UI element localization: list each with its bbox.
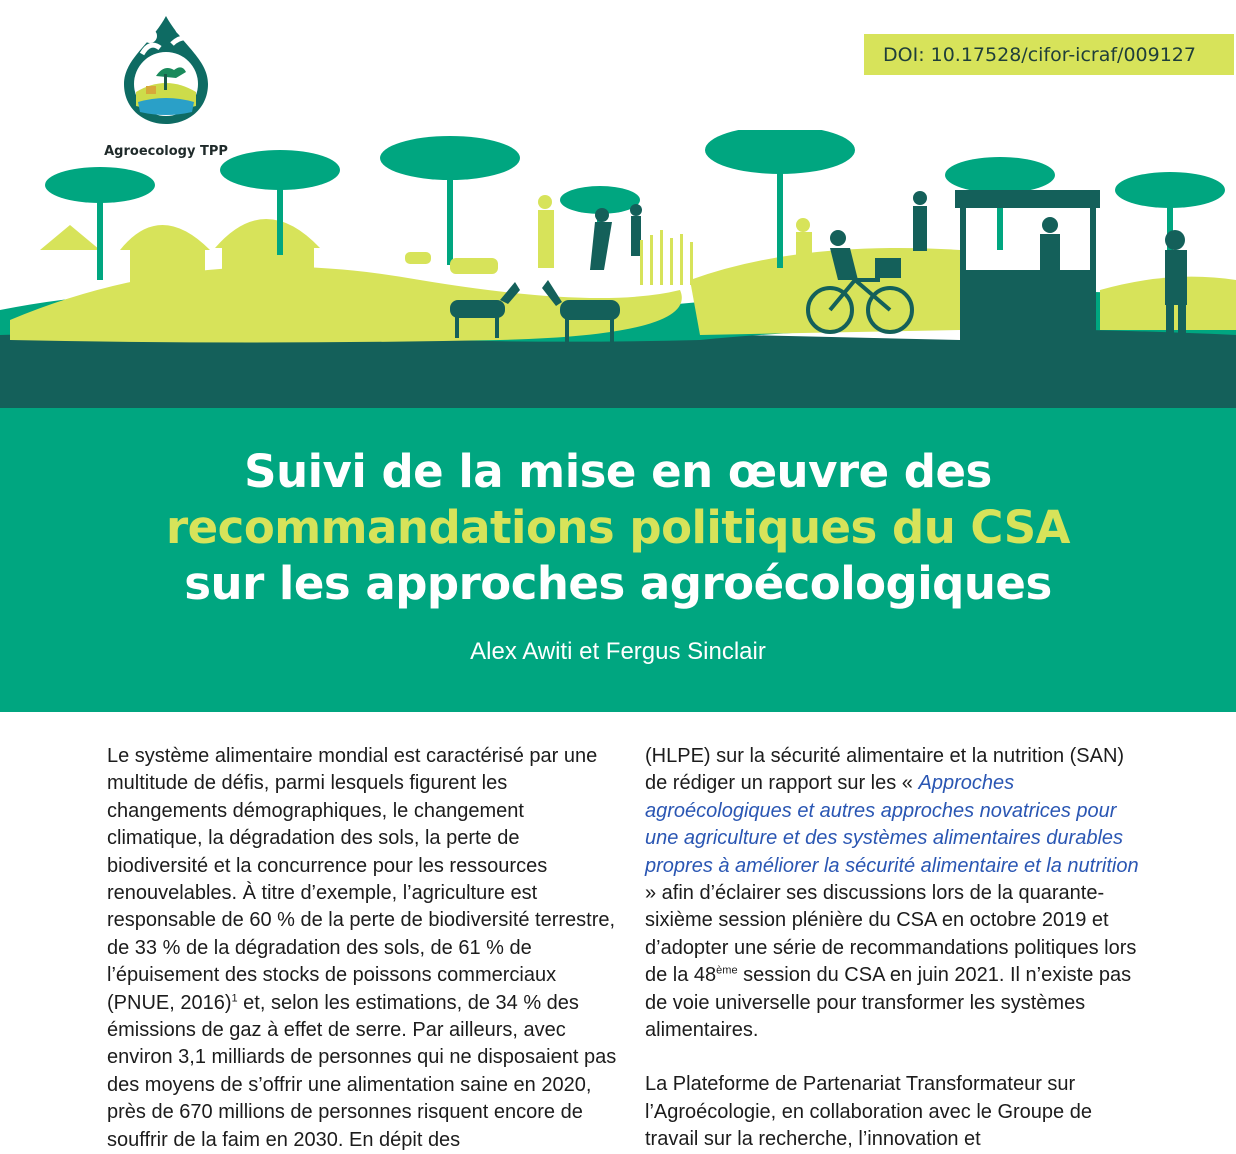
paragraph (645, 743, 1145, 1044)
body-column-left (107, 743, 617, 1154)
agroecology-landscape-illustration (0, 130, 1236, 410)
title-banner (0, 408, 1236, 712)
title-line-1: Suivi de la mise en œuvre des (244, 445, 992, 498)
body-column-right (645, 743, 1145, 1154)
superscript: ème (716, 964, 738, 977)
paragraph (107, 743, 617, 1154)
logo-label: Agroecology TPP (104, 144, 228, 159)
title-line-3: sur les approches agroécologiques (184, 557, 1052, 610)
doi-badge: DOI: 10.17528/cifor-icraf/009127 (864, 34, 1234, 75)
report-title-quote: Approches agroécologiques et autres approches novatrices pour une agriculture et des systèmes alimentaires durables propres à améliorer la sécurité alimentaire et la nutrition (645, 772, 1139, 877)
paragraph-text: (HLPE) sur la sécurité alimentaire et la nutrition (SAN) de rédiger un rapport sur les « (645, 745, 1125, 795)
paragraph-text: et, selon les estimations, de 34 % des émissions de gaz à effet de serre. Par ailleurs, avec environ 3,1 milliards de personnes qui ne disposaient pas des moyens de s’offrir une alimentation saine en 2020, près de 670 millions de personnes risquent encore de souffrir de la faim en 2030. En dépit des (107, 991, 617, 1151)
title-line-2: recommandations politiques du CSA (165, 501, 1071, 554)
logo-drop-icon (116, 14, 216, 126)
footnote-marker[interactable]: 1 (231, 992, 238, 1004)
authors: Alex Awiti et Fergus Sinclair (470, 638, 766, 665)
paragraph-text: Le système alimentaire mondial est caractérisé par une multitude de défis, parmi lesquels figurent les changements démographiques, le changement climatique, la dégradation des sols, la perte de biodiversité et la concurrence pour les ressources renouvelables. À titre d’exemple, l’agriculture est responsable de 60 % de la perte de biodiversité terrestre, de 33 % de la dégradation des sols, de 61 % de l’épuisement des stocks de poissons commerciaux (PNUE, 2016) (107, 745, 616, 1014)
paragraph-text: session du CSA en juin 2021. Il n’existe pas de voie universelle pour transformer les systèmes alimentaires. (645, 964, 1132, 1042)
paragraph: La Plateforme de Partenariat Transformateur sur l’Agroécologie, en collaboration avec le Groupe de travail sur la recherche, l’innovation et (645, 1073, 1092, 1151)
paragraph-text: » afin d’éclairer ses discussions lors de la quarante-sixième session plénière du CSA en octobre 2019 et d’adopter une série de recommandations politiques lors de la 48 (645, 882, 1137, 987)
